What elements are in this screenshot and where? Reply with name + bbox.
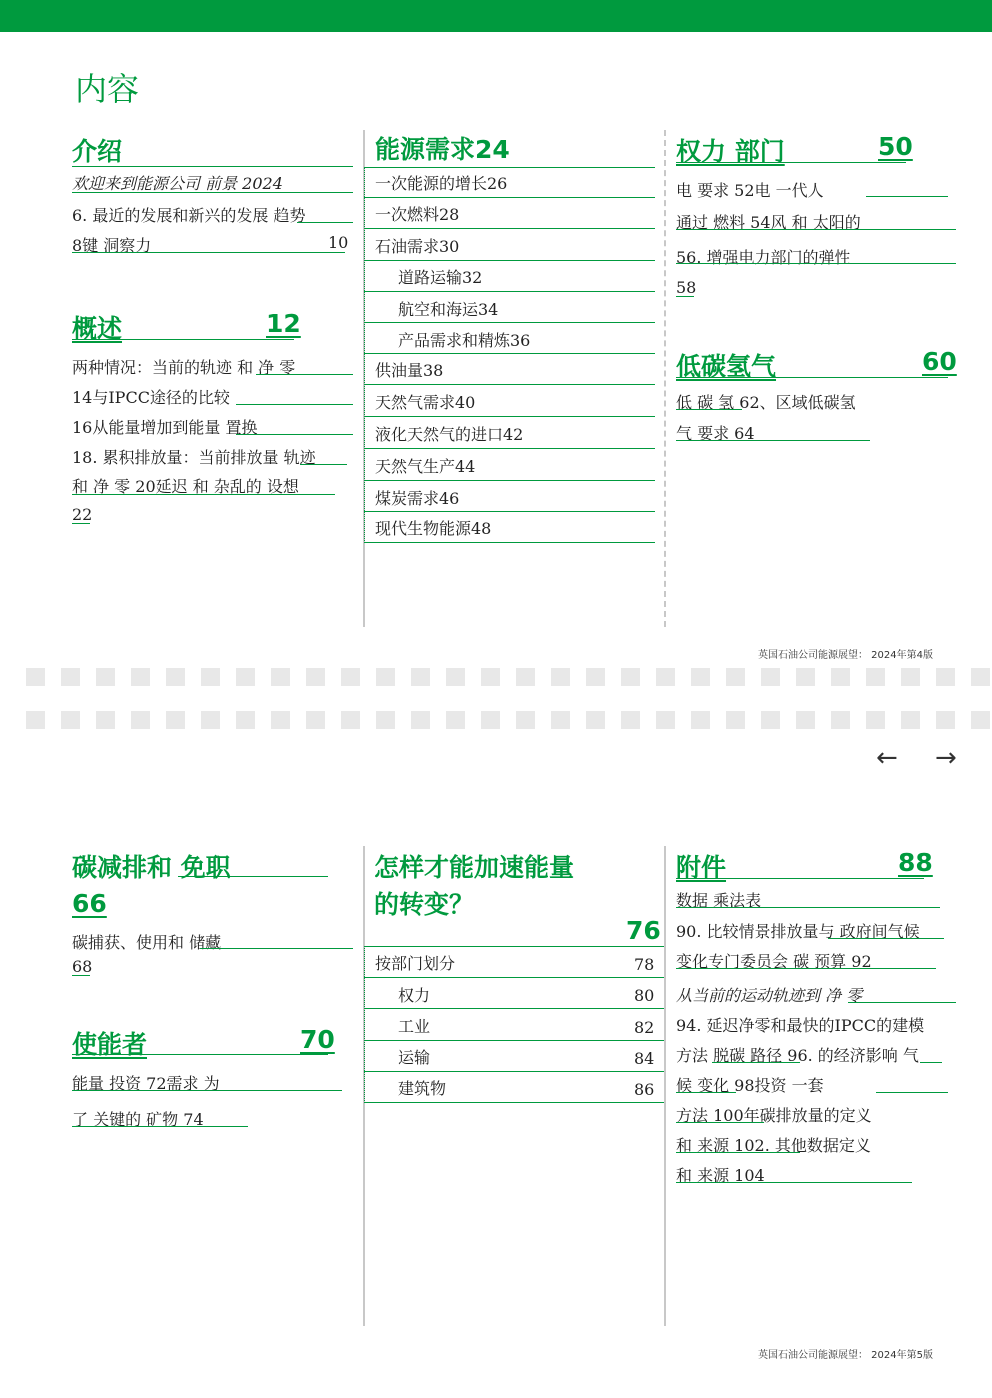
divider <box>676 229 956 230</box>
divider <box>364 448 655 449</box>
page-break-square <box>131 668 150 686</box>
toc-entry[interactable]: 94. 延迟净零和最快的IPCC的建模 <box>676 1016 925 1035</box>
divider <box>364 197 655 198</box>
toc-entry[interactable]: 18. 累积排放量：当前排放量 轨迹 <box>72 448 316 467</box>
toc-entry[interactable]: 候 变化 98投资 一套 <box>676 1076 824 1095</box>
toc-entry[interactable]: 道路运输32 <box>398 268 483 287</box>
divider <box>72 975 90 976</box>
page-break-square <box>306 668 325 686</box>
toc-entry[interactable]: 16从能量增加到能量 置换 <box>72 418 258 437</box>
overview-page-number[interactable]: 12 <box>266 309 301 338</box>
page-break-square <box>341 668 360 686</box>
power-sector-heading[interactable]: 权力 部门 <box>676 137 785 166</box>
divider <box>364 228 655 229</box>
divider <box>72 339 294 340</box>
page-break-square <box>26 711 45 729</box>
toc-page-number[interactable]: 78 <box>634 955 655 974</box>
toc-entry[interactable]: 电 要求 52电 一代人 <box>676 181 824 200</box>
divider <box>364 291 655 292</box>
toc-entry[interactable]: 按部门划分 <box>375 954 456 973</box>
toc-entry[interactable]: 现代生物能源48 <box>375 519 492 538</box>
toc-entry[interactable]: 变化专门委员会 碳 预算 92 <box>676 952 872 971</box>
enablers-page-number[interactable]: 70 <box>300 1025 335 1054</box>
acceleration-heading[interactable]: 怎样才能加速能量 <box>374 853 575 882</box>
toc-entry[interactable]: 供油量38 <box>375 361 444 380</box>
divider <box>828 938 944 939</box>
divider <box>676 1152 800 1153</box>
divider <box>676 1092 736 1093</box>
divider <box>676 1182 912 1183</box>
page-break-square <box>166 711 185 729</box>
divider <box>676 296 694 297</box>
dotted-box-edge <box>364 167 365 543</box>
page-break-square <box>481 711 500 729</box>
dotted-box-edge <box>364 946 365 1103</box>
toc-entry[interactable]: 一次能源的增长26 <box>375 174 508 193</box>
page-break-square <box>341 711 360 729</box>
page-break-square <box>621 711 640 729</box>
divider <box>364 416 655 417</box>
divider <box>364 1040 664 1041</box>
divider <box>72 252 345 253</box>
divider <box>866 196 948 197</box>
toc-entry[interactable]: 两种情况：当前的轨迹 和 净 零 <box>72 358 296 377</box>
page-break-square <box>376 668 395 686</box>
divider <box>256 374 353 375</box>
divider <box>676 878 924 879</box>
page-break-square <box>411 711 430 729</box>
divider <box>676 162 906 163</box>
toc-entry[interactable]: 碳捕获、使用和 储藏 <box>72 933 222 952</box>
divider <box>72 166 353 167</box>
divider <box>364 542 655 543</box>
page-break-square <box>726 711 745 729</box>
page-break-square <box>201 668 220 686</box>
page-break-square <box>166 668 185 686</box>
toc-entry[interactable]: 产品需求和精炼36 <box>398 331 531 350</box>
toc-entry[interactable]: 建筑物 <box>398 1079 447 1098</box>
page-break-square <box>586 711 605 729</box>
enablers-heading[interactable]: 使能者 <box>72 1030 148 1059</box>
toc-entry[interactable]: 8键 洞察力 <box>72 236 152 255</box>
divider <box>676 263 956 264</box>
toc-page-number[interactable]: 22 <box>72 505 93 524</box>
page-break-square <box>26 668 45 686</box>
prev-page-button[interactable]: ← <box>876 743 898 773</box>
toc-entry[interactable]: 气 要求 64 <box>676 424 755 443</box>
toc-entry[interactable]: 和 来源 102. 其他数据定义 <box>676 1136 871 1155</box>
divider <box>297 222 353 223</box>
toc-entry[interactable]: 煤炭需求46 <box>375 489 460 508</box>
page-break-square <box>621 668 640 686</box>
acceleration-heading-line2[interactable]: 的转变？ <box>374 890 475 919</box>
page-break-square <box>376 711 395 729</box>
top-brand-bar <box>0 0 992 32</box>
page-break-square <box>446 668 465 686</box>
page-break-pattern <box>0 668 992 686</box>
divider <box>72 192 353 193</box>
toc-entry[interactable]: 方法 100年碳排放量的定义 <box>676 1106 872 1125</box>
divider <box>676 377 948 378</box>
divider <box>920 1062 942 1063</box>
toc-entry[interactable]: 6. 最近的发展和新兴的发展 趋势 <box>72 206 306 225</box>
toc-entry[interactable]: 石油需求30 <box>375 237 460 256</box>
toc-entry[interactable]: 14与IPCC途径的比较 <box>72 388 230 407</box>
toc-entry[interactable]: 一次燃料28 <box>375 205 460 224</box>
divider <box>200 948 353 949</box>
page-break-square <box>901 711 920 729</box>
page-break-square <box>586 668 605 686</box>
divider <box>364 480 655 481</box>
page-break-square <box>796 668 815 686</box>
page-break-square <box>271 711 290 729</box>
page-break-square <box>936 668 955 686</box>
page-break-square <box>726 668 745 686</box>
divider <box>676 440 870 441</box>
toc-entry[interactable]: 能量 投资 72需求 为 <box>72 1074 220 1093</box>
divider <box>364 384 655 385</box>
divider <box>364 260 655 261</box>
divider <box>72 1126 248 1127</box>
toc-entry[interactable]: 和 净 零 20延迟 和 杂乱的 设想 <box>72 477 299 496</box>
hydrogen-page-number[interactable]: 60 <box>922 347 957 376</box>
page-break-square <box>516 668 535 686</box>
page-break-square <box>236 711 255 729</box>
page-break-square <box>971 668 990 686</box>
page-break-square <box>936 711 955 729</box>
page-break-square <box>271 668 290 686</box>
toc-entry[interactable]: 权力 <box>398 986 431 1005</box>
toc-page-number[interactable]: 58 <box>676 278 697 297</box>
page-break-square <box>306 711 325 729</box>
toc-entry[interactable]: 了 关键的 矿物 74 <box>72 1110 204 1129</box>
divider <box>178 876 328 877</box>
page-break-square <box>901 668 920 686</box>
power-sector-page-number[interactable]: 50 <box>878 132 913 161</box>
page-footer: 英国石油公司能源展望： 2024年第4版 <box>758 650 933 661</box>
divider <box>676 1122 764 1123</box>
toc-page-number[interactable]: 86 <box>634 1080 655 1099</box>
toc-entry[interactable]: 通过 燃料 54风 和 太阳的 <box>676 213 861 232</box>
divider <box>364 353 655 354</box>
page-break-square <box>131 711 150 729</box>
divider <box>236 404 353 405</box>
divider <box>364 946 664 947</box>
page-break-square <box>96 711 115 729</box>
divider <box>712 1062 800 1063</box>
divider <box>364 1102 664 1103</box>
page-break-square <box>971 711 990 729</box>
toc-entry[interactable]: 方法 脱碳 路径 96. 的经济影响 气 <box>676 1046 919 1065</box>
page-break-square <box>831 668 850 686</box>
toc-entry[interactable]: 运输 <box>398 1048 431 1067</box>
toc-page-number[interactable]: 68 <box>72 957 93 976</box>
page-break-square <box>516 711 535 729</box>
page-break-square <box>761 711 780 729</box>
page-break-square <box>691 668 710 686</box>
page-footer: 英国石油公司能源展望： 2024年第5版 <box>758 1350 933 1361</box>
page-break-square <box>691 711 710 729</box>
divider <box>364 1071 664 1072</box>
appendix-heading[interactable]: 附件 <box>676 853 727 882</box>
overview-heading[interactable]: 概述 <box>72 314 123 343</box>
page-break-pattern <box>0 711 992 729</box>
ccus-page-number[interactable]: 66 <box>72 889 107 918</box>
divider <box>848 1002 956 1003</box>
divider <box>876 1092 948 1093</box>
page-break-square <box>481 668 500 686</box>
toc-entry[interactable]: 欢迎来到能源公司 前景 2024 <box>72 174 283 193</box>
column-separator <box>664 130 666 627</box>
page-break-square <box>551 668 570 686</box>
toc-entry[interactable]: 工业 <box>398 1017 431 1036</box>
toc-entry[interactable]: 低 碳 氢 62、区域低碳氢 <box>676 393 856 412</box>
next-page-button[interactable]: → <box>935 743 957 773</box>
divider <box>676 907 940 908</box>
divider <box>364 167 655 168</box>
toc-entry[interactable]: 天然气生产44 <box>375 457 476 476</box>
toc-entry[interactable]: 56. 增强电力部门的弹性 <box>676 248 851 267</box>
toc-entry[interactable]: 数据 乘法表 <box>676 891 762 910</box>
divider <box>364 322 655 323</box>
ccus-heading[interactable]: 碳减排和 免职 <box>72 853 231 882</box>
page-break-square <box>96 668 115 686</box>
toc-page-number[interactable]: 10 <box>328 233 349 252</box>
appendix-page-number[interactable]: 88 <box>898 848 933 877</box>
page-break-square <box>61 711 80 729</box>
toc-page-number[interactable]: 82 <box>634 1018 655 1037</box>
toc-entry[interactable]: 液化天然气的进口42 <box>375 425 524 444</box>
hydrogen-heading[interactable]: 低碳氢气 <box>676 352 777 381</box>
page-break-square <box>761 668 780 686</box>
page-break-square <box>236 668 255 686</box>
divider <box>676 409 742 410</box>
divider <box>72 1090 342 1091</box>
page-break-square <box>551 711 570 729</box>
divider <box>236 434 353 435</box>
energy-demand-heading[interactable]: 能源需求24 <box>375 135 510 164</box>
page-title: 内容 <box>75 70 140 108</box>
page-break-square <box>866 668 885 686</box>
column-separator <box>664 846 666 1326</box>
page-break-square <box>61 668 80 686</box>
page-break-square <box>866 711 885 729</box>
divider <box>364 511 655 512</box>
toc-entry[interactable]: 和 来源 104 <box>676 1166 765 1185</box>
divider <box>72 1054 328 1055</box>
page-break-square <box>201 711 220 729</box>
toc-entry[interactable]: 90. 比较情景排放量与 政府间气候 <box>676 922 920 941</box>
toc-entry[interactable]: 从当前的运动轨迹到 净 零 <box>676 986 863 1005</box>
page-break-square <box>656 668 675 686</box>
divider <box>300 464 347 465</box>
page-break-square <box>796 711 815 729</box>
acceleration-page-number[interactable]: 76 <box>626 916 661 945</box>
toc-page-number[interactable]: 80 <box>634 986 655 1005</box>
toc-page-number[interactable]: 84 <box>634 1049 655 1068</box>
intro-heading[interactable]: 介绍 <box>72 137 123 166</box>
page-break-square <box>656 711 675 729</box>
divider <box>676 968 936 969</box>
toc-entry[interactable]: 航空和海运34 <box>398 300 499 319</box>
page-break-square <box>446 711 465 729</box>
page-break-square <box>411 668 430 686</box>
divider <box>364 1008 664 1009</box>
divider <box>72 494 335 495</box>
divider <box>72 523 90 524</box>
toc-entry[interactable]: 天然气需求40 <box>375 393 476 412</box>
divider <box>364 977 664 978</box>
page-break-square <box>831 711 850 729</box>
